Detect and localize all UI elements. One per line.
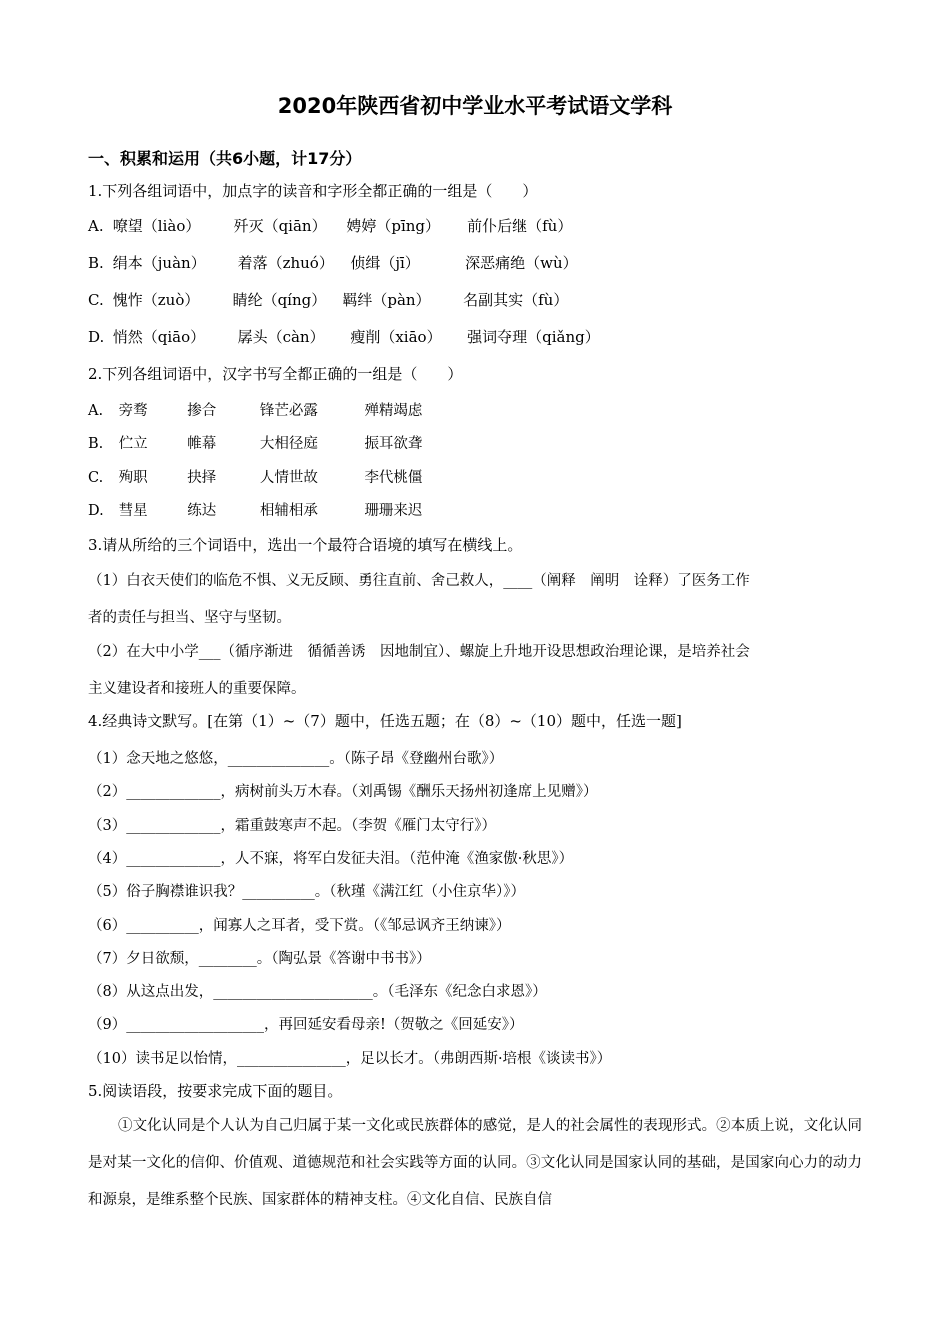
option-item: 练达 bbox=[187, 503, 217, 519]
recitation-item: （8）从这点出发，______________________。（毛泽东《纪念白求恩》） bbox=[88, 984, 547, 1000]
option-item: 嘹望（liào） bbox=[112, 217, 201, 235]
option-label: D. bbox=[88, 503, 104, 519]
recitation-item: （4）_____________，人不寐，将军白发征夫泪。（范仲淹《渔家傲·秋思》） bbox=[88, 851, 574, 867]
recitation-item: （6）__________，闻寡人之耳者，受下赏。（《邹忌讽齐王纳谏》） bbox=[88, 918, 511, 934]
recitation-item: （1）念天地之悠悠，______________。（陈子昂《登幽州台歌》） bbox=[88, 751, 504, 767]
question-3-part-2-cont: 主义建设者和接班人的重要保障。 bbox=[88, 681, 306, 697]
option-item: 名副其实（fù） bbox=[463, 291, 569, 309]
option-label: B. bbox=[88, 436, 104, 452]
recitation-item: （10）读书足以怡情，_______________，足以长才。（弗朗西斯·培根《谈读书》） bbox=[88, 1051, 612, 1067]
recitation-item: （2）_____________，病树前头万木春。（刘禹锡《酬乐天扬州初逢席上见赠》） bbox=[88, 784, 598, 800]
option-item: 伫立 bbox=[118, 436, 148, 452]
option-label: A. bbox=[88, 217, 104, 235]
option-item: 珊珊来迟 bbox=[364, 503, 423, 519]
question-1-option-a bbox=[88, 215, 572, 236]
option-item: 愧怍（zuò） bbox=[112, 291, 200, 309]
question-3-stem: 3.请从所给的三个词语中，选出一个最符合语境的填写在横线上。 bbox=[88, 536, 523, 554]
question-4-stem: 4.经典诗文默写。[在第（1）~（7）题中，任选五题；在（8）~（10）题中，任选一题] bbox=[88, 712, 682, 730]
recitation-item: （9）___________________，再回延安看母亲!（贺敬之《回延安》） bbox=[88, 1017, 524, 1033]
option-item: 悄然（qiāo） bbox=[112, 328, 206, 346]
option-item: 抉择 bbox=[187, 470, 217, 486]
question-3-part-1-cont: 者的责任与担当、坚守与坚韧。 bbox=[88, 610, 291, 626]
option-item: 锋芒必露 bbox=[259, 403, 318, 419]
option-item: 孱头（càn） bbox=[237, 328, 325, 346]
recitation-item: （7）夕日欲颓，________。（陶弘景《答谢中书书》） bbox=[88, 951, 431, 967]
question-3-part-1: （1）白衣天使们的临危不惧、义无反顾、勇往直前、舍己救人，____（阐释 阐明 诠释）了医务工作 bbox=[88, 573, 750, 589]
recitation-item: （3）_____________，霜重鼓寒声不起。（李贺《雁门太守行》） bbox=[88, 818, 496, 834]
option-item: 歼灭（qiān） bbox=[233, 217, 327, 235]
option-item: 掺合 bbox=[187, 403, 217, 419]
option-label: D. bbox=[88, 328, 105, 346]
option-item: 李代桃僵 bbox=[364, 470, 423, 486]
option-label: A. bbox=[88, 403, 104, 419]
question-1-option-c bbox=[88, 289, 568, 310]
option-item: 瘦削（xiāo） bbox=[350, 328, 442, 346]
option-item: 娉婷（pīng） bbox=[346, 217, 441, 235]
option-item: 大相径庭 bbox=[259, 436, 318, 452]
question-5-stem: 5.阅读语段，按要求完成下面的题目。 bbox=[88, 1082, 343, 1100]
option-label: C. bbox=[88, 470, 104, 486]
option-item: 强词夺理（qiǎng） bbox=[467, 328, 600, 346]
question-2-option-c bbox=[88, 466, 422, 487]
option-item: 深恶痛绝（wù） bbox=[465, 254, 578, 272]
question-3-part-2: （2）在大中小学___（循序渐进 循循善诱 因地制宜）、螺旋上升地开设思想政治理论课，是培养社会 bbox=[88, 644, 750, 660]
option-item: 振耳欲聋 bbox=[364, 436, 423, 452]
question-1-option-d bbox=[88, 326, 600, 347]
question-2-option-b bbox=[88, 432, 422, 453]
option-label: C. bbox=[88, 291, 104, 309]
option-item: 绢本（juàn） bbox=[112, 254, 206, 272]
section-heading: 一、积累和运用（共6小题，计17分） bbox=[88, 149, 362, 168]
option-item: 殉职 bbox=[118, 470, 148, 486]
option-item: 着落（zhuó） bbox=[237, 254, 334, 272]
option-item: 前仆后继（fù） bbox=[467, 217, 573, 235]
option-item: 睛纶（qíng） bbox=[232, 291, 327, 309]
question-2-option-d bbox=[88, 499, 422, 520]
option-item: 旁骛 bbox=[118, 403, 148, 419]
reading-passage: ①文化认同是个人认为自己归属于某一文化或民族群体的感觉，是人的社会属性的表现形式。②本质上说，文化认同是对某一文化的信仰、价值观、道德规范和社会实践等方面的认同。③文化认同是国家认同的基础，是国家向心力的动力和源泉，是维系整个民族、国家群体的精神支柱。④文化自信、民族自信 bbox=[88, 1118, 862, 1208]
question-1-option-b bbox=[88, 252, 578, 273]
option-item: 彗星 bbox=[118, 503, 148, 519]
recitation-item: （5）俗子胸襟谁识我？__________。（秋瑾《满江红（小住京华）》） bbox=[88, 884, 525, 900]
option-item: 人情世故 bbox=[259, 470, 318, 486]
option-item: 侦缉（jī） bbox=[350, 254, 420, 272]
option-item: 帷幕 bbox=[187, 436, 217, 452]
option-item: 羁绊（pàn） bbox=[342, 291, 431, 309]
page-title: 2020年陕西省初中学业水平考试语文学科 bbox=[277, 94, 673, 118]
question-2-stem: 2.下列各组词语中，汉字书写全都正确的一组是（ ） bbox=[88, 365, 463, 383]
option-item: 相辅相承 bbox=[259, 503, 318, 519]
option-item: 殚精竭虑 bbox=[364, 403, 423, 419]
option-label: B. bbox=[88, 254, 104, 272]
question-2-option-a bbox=[88, 399, 422, 420]
question-1-stem: 1.下列各组词语中，加点字的读音和字形全都正确的一组是（ ） bbox=[88, 182, 538, 200]
